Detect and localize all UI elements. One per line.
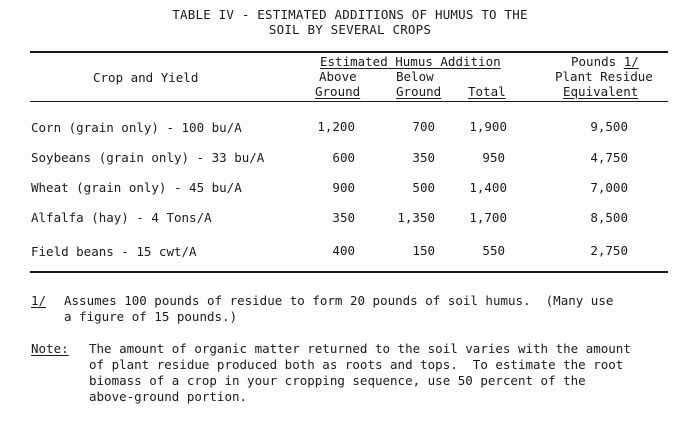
row-crop: Wheat (grain only) - 45 bu/A [31, 180, 242, 195]
row-residue: 9,500 [590, 119, 628, 134]
row-residue: 4,750 [590, 150, 628, 165]
row-below-ground: 350 [412, 150, 435, 165]
row-total: 950 [482, 150, 505, 165]
row-below-ground: 1,350 [397, 210, 435, 225]
row-above-ground: 1,200 [317, 119, 355, 134]
header-estimated-humus-addition: Estimated Humus Addition [320, 54, 501, 69]
row-crop: Soybeans (grain only) - 33 bu/A [31, 150, 265, 165]
row-below-ground: 150 [412, 243, 435, 258]
row-above-ground: 400 [332, 243, 355, 258]
table-title-line-2: SOIL BY SEVERAL CROPS [268, 22, 432, 37]
row-below-ground: 700 [412, 119, 435, 134]
row-total: 1,900 [469, 119, 507, 134]
row-crop: Alfalfa (hay) - 4 Tons/A [31, 210, 212, 225]
row-residue: 2,750 [590, 243, 628, 258]
header-equivalent: Equivalent [563, 84, 639, 99]
row-total: 550 [482, 243, 505, 258]
row-crop: Field beans - 15 cwt/A [31, 244, 197, 259]
note-line-3: biomass of a crop in your cropping sequence, use 50 percent of the [89, 373, 586, 388]
row-total: 1,400 [469, 180, 507, 195]
footnote-line-2: a figure of 15 pounds.) [64, 309, 238, 324]
note-line-2: of plant residue produced both as roots and tops. To estimate the root [89, 357, 624, 372]
row-residue: 8,500 [590, 210, 628, 225]
table-header-rule [30, 101, 668, 102]
header-total: Total [468, 84, 506, 99]
footnote-marker: 1/ [31, 293, 47, 308]
row-residue: 7,000 [590, 180, 628, 195]
row-total: 1,700 [469, 210, 507, 225]
row-above-ground: 600 [332, 150, 355, 165]
header-pounds-footnote-ref: 1/ [623, 54, 639, 69]
note-label: Note: [31, 341, 69, 356]
header-below-2: Ground [396, 84, 442, 99]
note-line-4: above-ground portion. [89, 389, 248, 404]
header-above-2: Ground [315, 84, 361, 99]
header-pounds-label: Pounds [571, 54, 624, 69]
header-above-1: Above [319, 69, 357, 84]
header-crop-and-yield: Crop and Yield [93, 70, 199, 85]
note-line-1: The amount of organic matter returned to the soil varies with the amount [89, 341, 631, 356]
table-bottom-rule [30, 271, 668, 273]
header-below-1: Below [396, 69, 434, 84]
table-top-rule [30, 51, 668, 53]
header-pounds [571, 55, 639, 69]
header-plant-residue: Plant Residue [555, 69, 653, 84]
row-crop: Corn (grain only) - 100 bu/A [31, 120, 242, 135]
footnote-line-1: Assumes 100 pounds of residue to form 20 pounds of soil humus. (Many use [64, 293, 614, 308]
row-below-ground: 500 [412, 180, 435, 195]
row-above-ground: 350 [332, 210, 355, 225]
row-above-ground: 900 [332, 180, 355, 195]
table-title-line-1: TABLE IV - ESTIMATED ADDITIONS OF HUMUS TO THE [172, 7, 528, 22]
